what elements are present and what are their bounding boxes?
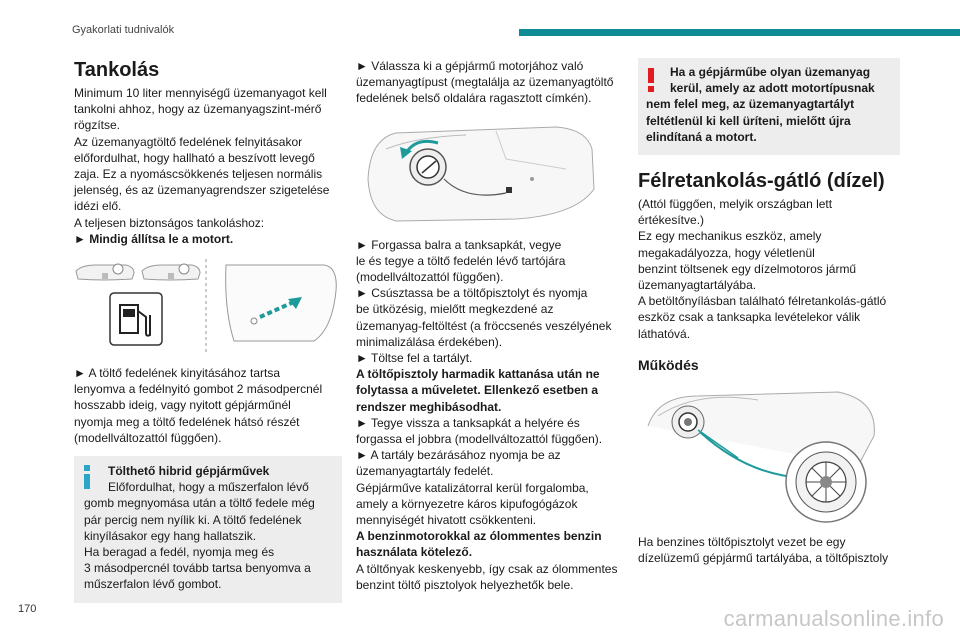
text-line: Minimum 10 liter mennyiségű üzemanyagot kell (74, 86, 327, 100)
text-line: benzint töltsenek egy dízelmotoros jármű (638, 261, 857, 276)
text-line: lenyomva a fedélnyitó gombot 2 másodpercnél (74, 382, 323, 397)
text-line: gomb megnyomása után a töltő fedele még (84, 496, 315, 511)
text-line: műszerfalon lévő gombot. (84, 577, 222, 592)
operation-paragraph (638, 534, 900, 566)
fuel-type-paragraph (356, 58, 626, 107)
fuel-cap-figure (356, 119, 626, 231)
text-line: kerül, amely az adott motortípusnak (670, 81, 875, 96)
text-line: láthatóvá. (638, 326, 691, 341)
text-line: A teljesen biztonságos tankoláshoz: (74, 215, 265, 230)
text-line: előfordulhat, hogy hallható a beszívott levegő (74, 150, 315, 165)
column-3 (638, 58, 900, 566)
column-1 (74, 58, 342, 603)
text-line: fedelének belső oldalára ragasztott címkén). (356, 91, 592, 106)
info-icon (84, 465, 90, 489)
fuel-flap-illustration (74, 259, 342, 355)
step-stop-engine: ► Mindig állítsa le a motort. (74, 231, 234, 246)
text-line: pár percig nem nyílik ki. A töltő fedelének (84, 512, 302, 527)
text-line: mennyiségét hivatott csökkenteni. (356, 513, 537, 528)
info-box-plugin-hybrid (74, 456, 342, 603)
text-line: (modellváltozattól függően). (74, 430, 222, 445)
text-line: ► Tegye vissza a tanksapkát a helyére és (356, 415, 580, 430)
header-accent-bar (519, 29, 960, 36)
misfuel-device-illustration (638, 386, 900, 526)
text-line: üzemanyagtartály fedelét. (356, 464, 494, 479)
text-line: kinyílásakor egy hang hallatszik. (84, 528, 257, 543)
column-2 (356, 58, 626, 593)
text-line: ► Töltse fel a tartályt. (356, 351, 473, 366)
text-line: ► Forgassa balra a tanksapkát, vegye (356, 237, 562, 252)
text-line: elindítaná a motort. (646, 129, 757, 144)
text-line: idézi elő. (74, 199, 122, 214)
text-line: folytassa a műveletet. Ellenkező esetben a (356, 383, 599, 398)
refuel-steps (356, 237, 626, 367)
text-line: Ha benzines töltőpisztolyt vezet be egy (638, 534, 846, 549)
text-line: amely a környezetre káros kipufogógázok (356, 496, 578, 511)
text-line: A benzinmotorokkal az ólommentes benzin (356, 529, 602, 544)
text-line: üzemanyagtípust (megtalálja az üzemanyagtöltő (356, 75, 614, 90)
text-line: ► A töltő fedelének kinyitásához tartsa (74, 366, 280, 381)
text-line: dízelüzemű gépjármű tartályába, a töltőpisztoly (638, 551, 889, 566)
section-heading-misfuel: Félretankolás-gátló (dízel) (638, 170, 885, 193)
text-line: (Attól függően, melyik országban lett (638, 197, 833, 212)
subheading-mukodes: Működés (638, 356, 699, 373)
warning-icon (648, 68, 654, 92)
text-line: Gépjárműve katalizátorral kerül forgalomba, (356, 480, 589, 495)
text-line: eszköz csak a tanksapka levételekor válik (638, 310, 861, 325)
text-line: A betöltőnyílásban található félretankolás-gátló (638, 294, 887, 309)
text-line: A töltőpisztoly harmadik kattanása után ne (356, 367, 600, 382)
text-line: tankolni ahhoz, hogy az üzemanyagszint-mérő (74, 102, 322, 117)
misfuel-device-figure (638, 386, 900, 526)
fuel-flap-button-figure (74, 259, 342, 355)
text-line: le és tegye a töltő fedelén lévő tartójára (356, 253, 566, 268)
text-line: feltétlenül ki kell üríteni, mielőtt újra (646, 113, 851, 128)
text-line: megakadályozza, hogy véletlenül (638, 245, 815, 260)
text-line: A töltőnyak keskenyebb, így csak az ólommentes (356, 561, 618, 576)
text-line: benzint töltő pisztolyok helyezhetők bele. (356, 577, 574, 592)
text-line: hosszabb ideig, vagy nyitott gépjárműnél (74, 398, 291, 413)
text-line: minimalizálása érdekében). (356, 334, 503, 349)
text-line: ► Csúsztassa be a töltőpisztolyt és nyomja (356, 286, 588, 301)
text-line: Ez egy mechanikus eszköz, amely (638, 229, 822, 244)
third-click-warning (356, 366, 626, 415)
text-line: használata kötelező. (356, 545, 473, 560)
text-line: Az üzemanyagtöltő fedelének felnyitásakor (74, 134, 303, 149)
text-line: Előfordulhat, hogy a műszerfalon lévő (108, 480, 309, 495)
text-line: üzemanyagtartályába. (638, 278, 757, 293)
running-header-title: Gyakorlati tudnivalók (72, 24, 175, 36)
section-heading-tankolas: Tankolás (74, 59, 160, 81)
watermark: carmanualsonline.info (723, 606, 944, 631)
info-box-title: Tölthető hibrid gépjárművek (108, 464, 270, 479)
text-line: (modellváltozattól függően). (356, 270, 504, 285)
text-line: jelenség, és az üzemanyagrendszer szigetelése (74, 183, 330, 198)
text-line: zaja. Ez a nyomáscsökkenés teljesen normális (74, 167, 323, 182)
misfuel-description (638, 196, 900, 342)
text-line: értékesítve.) (638, 213, 705, 228)
page-number: 170 (18, 603, 37, 615)
text-line: forgassa el jobbra (modellváltozattól függően). (356, 432, 603, 447)
text-line: rendszer meghibásodhat. (356, 399, 502, 414)
text-line: nyomja meg a töltő fedelének hátsó részét (74, 414, 300, 429)
intro-paragraph (74, 85, 342, 231)
text-line: ► A tartály bezárásához nyomja be az (356, 448, 561, 463)
text-line: be ütközésig, mielőtt megkezdené az (356, 302, 554, 317)
unleaded-required-note (356, 528, 626, 560)
text-line: nem felel meg, az üzemanyagtartályt (646, 97, 855, 112)
text-line: rögzítse. (74, 118, 121, 133)
text-line: ► Válassza ki a gépjármű motorjához való (356, 59, 584, 73)
text-line: Ha a gépjárműbe olyan üzemanyag (670, 65, 871, 79)
filler-neck-note (356, 561, 626, 593)
close-steps (356, 415, 626, 528)
open-flap-paragraph (74, 365, 342, 446)
text-line: Ha beragad a fedél, nyomja meg és (84, 545, 275, 560)
warning-box-wrong-fuel (638, 58, 900, 155)
text-line: üzemanyag-feltöltést (a fröccsenés veszélyének (356, 318, 612, 333)
text-line: 3 másodpercnél tovább tartsa benyomva a (84, 561, 311, 576)
fuel-cap-illustration (356, 119, 626, 231)
